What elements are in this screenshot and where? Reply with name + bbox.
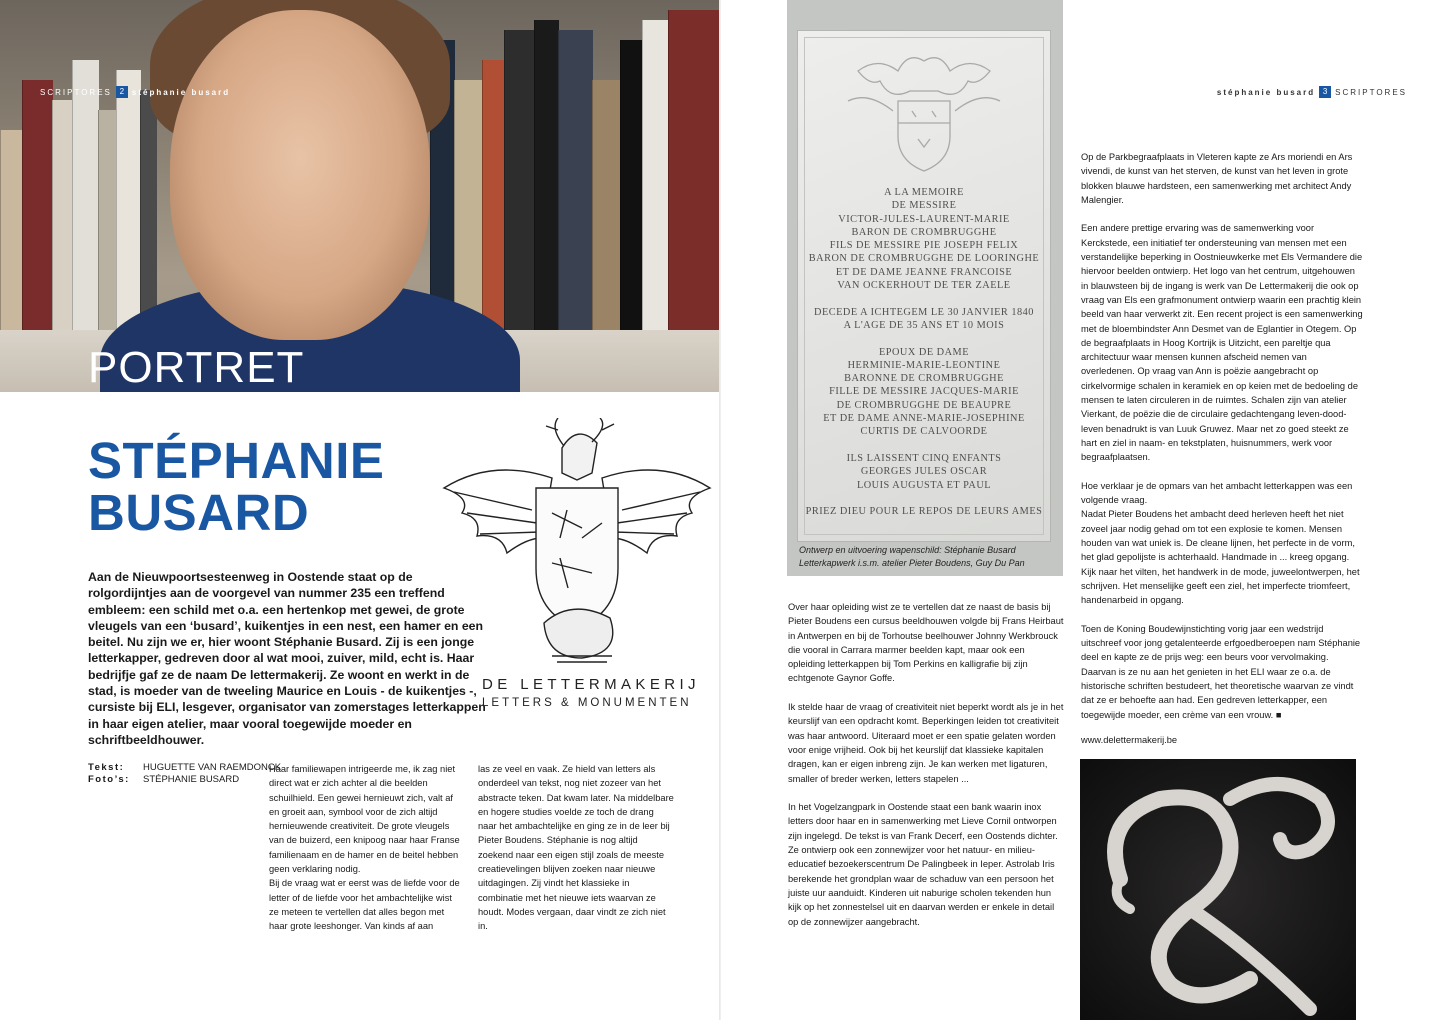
- ampersand-illustration: [1080, 759, 1356, 1020]
- credit-value: HUGUETTE VAN RAEMDONCK: [143, 762, 282, 773]
- paragraph: Een andere prettige ervaring was de samenwerking voor Kerckstede, een initiatief ter ondersteuning van mensen met een verstandelijke beperking in Oostnieuwkerke met Els Vermandere die hiervoor beelden ontwierp. Het logo van het centrum, uitgehouwen in blauwsteen bij de ingang is werk van De Lettermakerij die ook op vraag van Els een grafmonument ontwierp waarin een prachtig klein beeld van haar verwerkt zit. Een recent project is een samenwerking met de bloembindster Ann Desmet van de Eglantier in Otegem. Op de begraafplaats in Hoog Kortrijk is Uitzicht, een pareltje qua architectuur waar mensen kunnen afscheid nemen van overledenen. Op vraag van Ann is poëzie aangebracht op cirkelvormige schalen in keramiek en op keien met de bedoeling de mensen te laten circuleren in de ruimtes. Schalen zijn van atelier Vierkant, de poëzie die de circulaire gedachtengang leven-dood-leven benadrukt is van Luuk Gruwez. Maar net zo goed steekt ze hart en ziel in naam- en tekstplaten, huisnummers, werk voor begraafplaatsen.: [1081, 223, 1363, 463]
- credit-photos: [88, 774, 281, 786]
- portrait-photo: [0, 0, 721, 392]
- body-column-2: las ze veel en vaak. Ze hield van letters als onderdeel van tekst, nog niet zozeer van het abstracte teken. Dat kwam later. Na middelbare en hogere studies voelde ze toch de drang naar het ambachtelijke en ging ze in de leer bij Pieter Boudens. Stéphanie is nog altijd zoekend naar een eigen stijl zoals de meeste creatievelingen blijven zoeken naar nieuwe uitdagingen. Zij vindt het klassieke in combinatie met het nieuwe iets waarvan ze houdt. Modes vergaan, daar vindt ze zich niet in.: [478, 764, 674, 932]
- section-label: PORTRET: [88, 343, 305, 392]
- body-column-1: Haar familiewapen intrigeerde me, ik zag niet direct wat er zich achter al die beelden schuilhield. Een gewei hernieuwt zich, valt af en groeit aan, symbool voor de zich altijd hernieuwende creativiteit. De grote vleugels van de buizerd, een knipoog naar haar Franse familienaam en de hamer en de beitel hebben geen verklaring nodig. Bij de vraag wat er eerst was de liefde voor de letter of de liefde voor het ambachtelijke wist ze meteen te vertellen dat alles begon met haar grote leeshonger. Van kinds af aan: [269, 764, 460, 932]
- paragraph: Hoe verklaar je de opmars van het ambacht letterkappen was een volgende vraag. Nadat Pieter Boudens het ambacht deed herleven heeft het niet zoveel jaar nodig gehad om tot een explosie te komen. Mensen houden van wat uniek is. De cleane lijnen, het perfecte in de vorm, het glad gepolijste is achterhaald. Handmade in ... kreeg opgang. Kijk naar het vilten, het handwerk in de mode, juweelontwerpen, het schrijven. Het menselijke geeft een ziel, het imperfecte triomfeert, handenarbeid in opgang.: [1081, 480, 1360, 606]
- title-line-2: BUSARD: [88, 484, 310, 541]
- article-title: [88, 432, 385, 541]
- photo-caption: [799, 544, 1025, 570]
- credit-text: [88, 762, 281, 774]
- caption-line-2: Letterkapwerk i.s.m. atelier Pieter Boudens, Guy Du Pan: [799, 558, 1025, 568]
- ampersand-sculpture-photo: [1080, 759, 1356, 1020]
- plaque-inscription: A LA MEMOIRE DE MESSIRE VICTOR-JULES-LAURENT-MARIE BARON DE CROMBRUGGHE FILS DE MESSIRE PIE JOSEPH FELIX BARON DE CROMBRUGGHE DE LOORINGHE ET DE DAME JEANNE FRANCOISE VAN OCKERHOUT DE TER ZAELE DECEDE A ICHTEGEM LE 30 JANVIER 1840 A L'AGE DE 35 ANS ET 10 MOIS EPOUX DE DAME HERMINIE-MARIE-LEONTINE BARONNE DE CROMBRUGGHE FILLE DE MESSIRE JACQUES-MARIE DE CROMBRUGGHE DE BEAUPRE ET DE DAME ANNE-MARIE-JOSEPHINE CURTIS DE CALVOORDE ILS LAISSENT CINQ ENFANTS GEORGES JULES OSCAR LOUIS AUGUSTA ET PAUL PRIEZ DIEU POUR LE REPOS DE LEURS AMES: [805, 187, 1043, 518]
- caption-line-1: Ontwerp en uitvoering wapenschild: Stéphanie Busard: [799, 545, 1016, 555]
- running-section: SCRIPTORES: [40, 87, 112, 97]
- credit-label: Tekst:: [88, 762, 125, 773]
- lead-paragraph: Aan de Nieuwpoortsesteenweg in Oostende staat op de rolgordijntjes aan de voorgevel van nummer 235 een treffend embleem: een schild met o.a. een hertenkop met gewei, de grote vleugels van een ‘busard’, kuikentjes in een nest, een hamer en een beitel. Nu zijn we er, hier woont Stéphanie Busard. Zij is een jonge letterkapper, gedreven door al wat mooi, zuiver, mild, echt is. Haar bedrijfje gaf ze de naam De lettermakerij. Ze woont en werkt in de stad, is moeder van de tweeling Maurice en Louis - de kuikentjes -, cursiste bij ELI, lesgever, organisator van zomerstages letterkappen in haar eigen atelier, maar vooral toegewijde moeder en schriftbeeldhouwer.: [88, 570, 486, 747]
- coat-of-arms-illustration: [432, 418, 721, 668]
- credit-value: STÉPHANIE BUSARD: [143, 774, 240, 785]
- paragraph: Toen de Koning Boudewijnstichting vorig jaar een wedstrijd uitschreef voor jong getalenteerde erfgoedberoepen nam Stéphanie deel en kapte ze de prijs weg: een beurs voor vervolmaking. Daarvan is ze nu aan het genieten in het ELI waar ze o.a. de historische schriften bestudeert, het theoretische waarvan ze vindt dat ze er behoefte aan had. Een gedreven letterkapper, een toegewijde moeder, een crème van een vrouw. ■: [1081, 623, 1361, 720]
- left-page: [0, 0, 721, 1020]
- coat-of-arms-logo: [432, 418, 721, 718]
- body-column-3: [788, 600, 1064, 929]
- page-number: 2: [116, 86, 128, 98]
- logo-wordmark: DE LETTERMAKERIJ: [482, 676, 700, 693]
- right-page: [721, 0, 1443, 1020]
- title-line-1: STÉPHANIE: [88, 432, 385, 489]
- website-link[interactable]: www.delettermakerij.be: [1081, 735, 1178, 745]
- running-head: [1217, 86, 1407, 98]
- body-column-4: [1081, 150, 1363, 722]
- paragraph: Over haar opleiding wist ze te vertellen dat ze naast de basis bij Pieter Boudens een cursus beeldhouwen volgde bij Frans Heirbaut in Antwerpen en bij de Torhoutse beelhouwer Johnny Werkbrouck die vooral in Carrara marmer beelden kapt, maar ook een opleiding letterkappen bij Tom Perkins en kalligrafie bij zijn echtgenote Gaynor Goffe.: [788, 602, 1064, 684]
- credits: [88, 762, 281, 786]
- memorial-plaque-photo: [787, 0, 1063, 576]
- running-name: stéphanie busard: [1216, 87, 1316, 97]
- paragraph: Op de Parkbegraafplaats in Vleteren kapte ze Ars moriendi en Ars vivendi, de kunst van het sterven, de kunst van het leven in grote blokken blauwe hardsteen, een samenwerking met architect Andy Malengier.: [1081, 152, 1353, 205]
- plaque-coat-of-arms: [798, 31, 1050, 181]
- running-head: [40, 86, 230, 98]
- logo-tagline: LETTERS & MONUMENTEN: [482, 697, 692, 709]
- paragraph: In het Vogelzangpark in Oostende staat een bank waarin inox letters door haar en in samenwerking met Lieve Cornil ontworpen zijn ingelegd. De tekst is van Frank Decerf, een Oostends dichter. Ze ontwierp ook een zonnewijzer voor het natuur- en milieu-educatief bezoekerscentrum De Palingbeek in Ieper. Astrolab Iris berekende het grondplan waar de schaduw van een persoon het juiste uur aanduidt. Kinderen uit naburige scholen tekenden hun kijk op het zonnestelsel uit en daarvan werden er enkele in detail op de zonnewijzer aangebracht.: [788, 802, 1058, 927]
- running-name: stéphanie busard: [131, 87, 231, 97]
- paragraph: Ik stelde haar de vraag of creativiteit niet beperkt wordt als je in het keurslijf van een opdracht komt. Beperkingen leiden tot creativiteit was haar antwoord. Uiteraard moet er een spatie gelaten worden voor enige vrijheid. Ook bij het keurslijf dat klassieke kapitalen dragen, kan er eigen inbreng zijn. Je kan werken met ligaturen, smaller of breder werken, letters stapelen ...: [788, 702, 1064, 784]
- credit-label: Foto’s:: [88, 774, 130, 785]
- running-section: SCRIPTORES: [1335, 87, 1407, 97]
- page-number: 3: [1319, 86, 1331, 98]
- plaque-stone: [797, 30, 1051, 542]
